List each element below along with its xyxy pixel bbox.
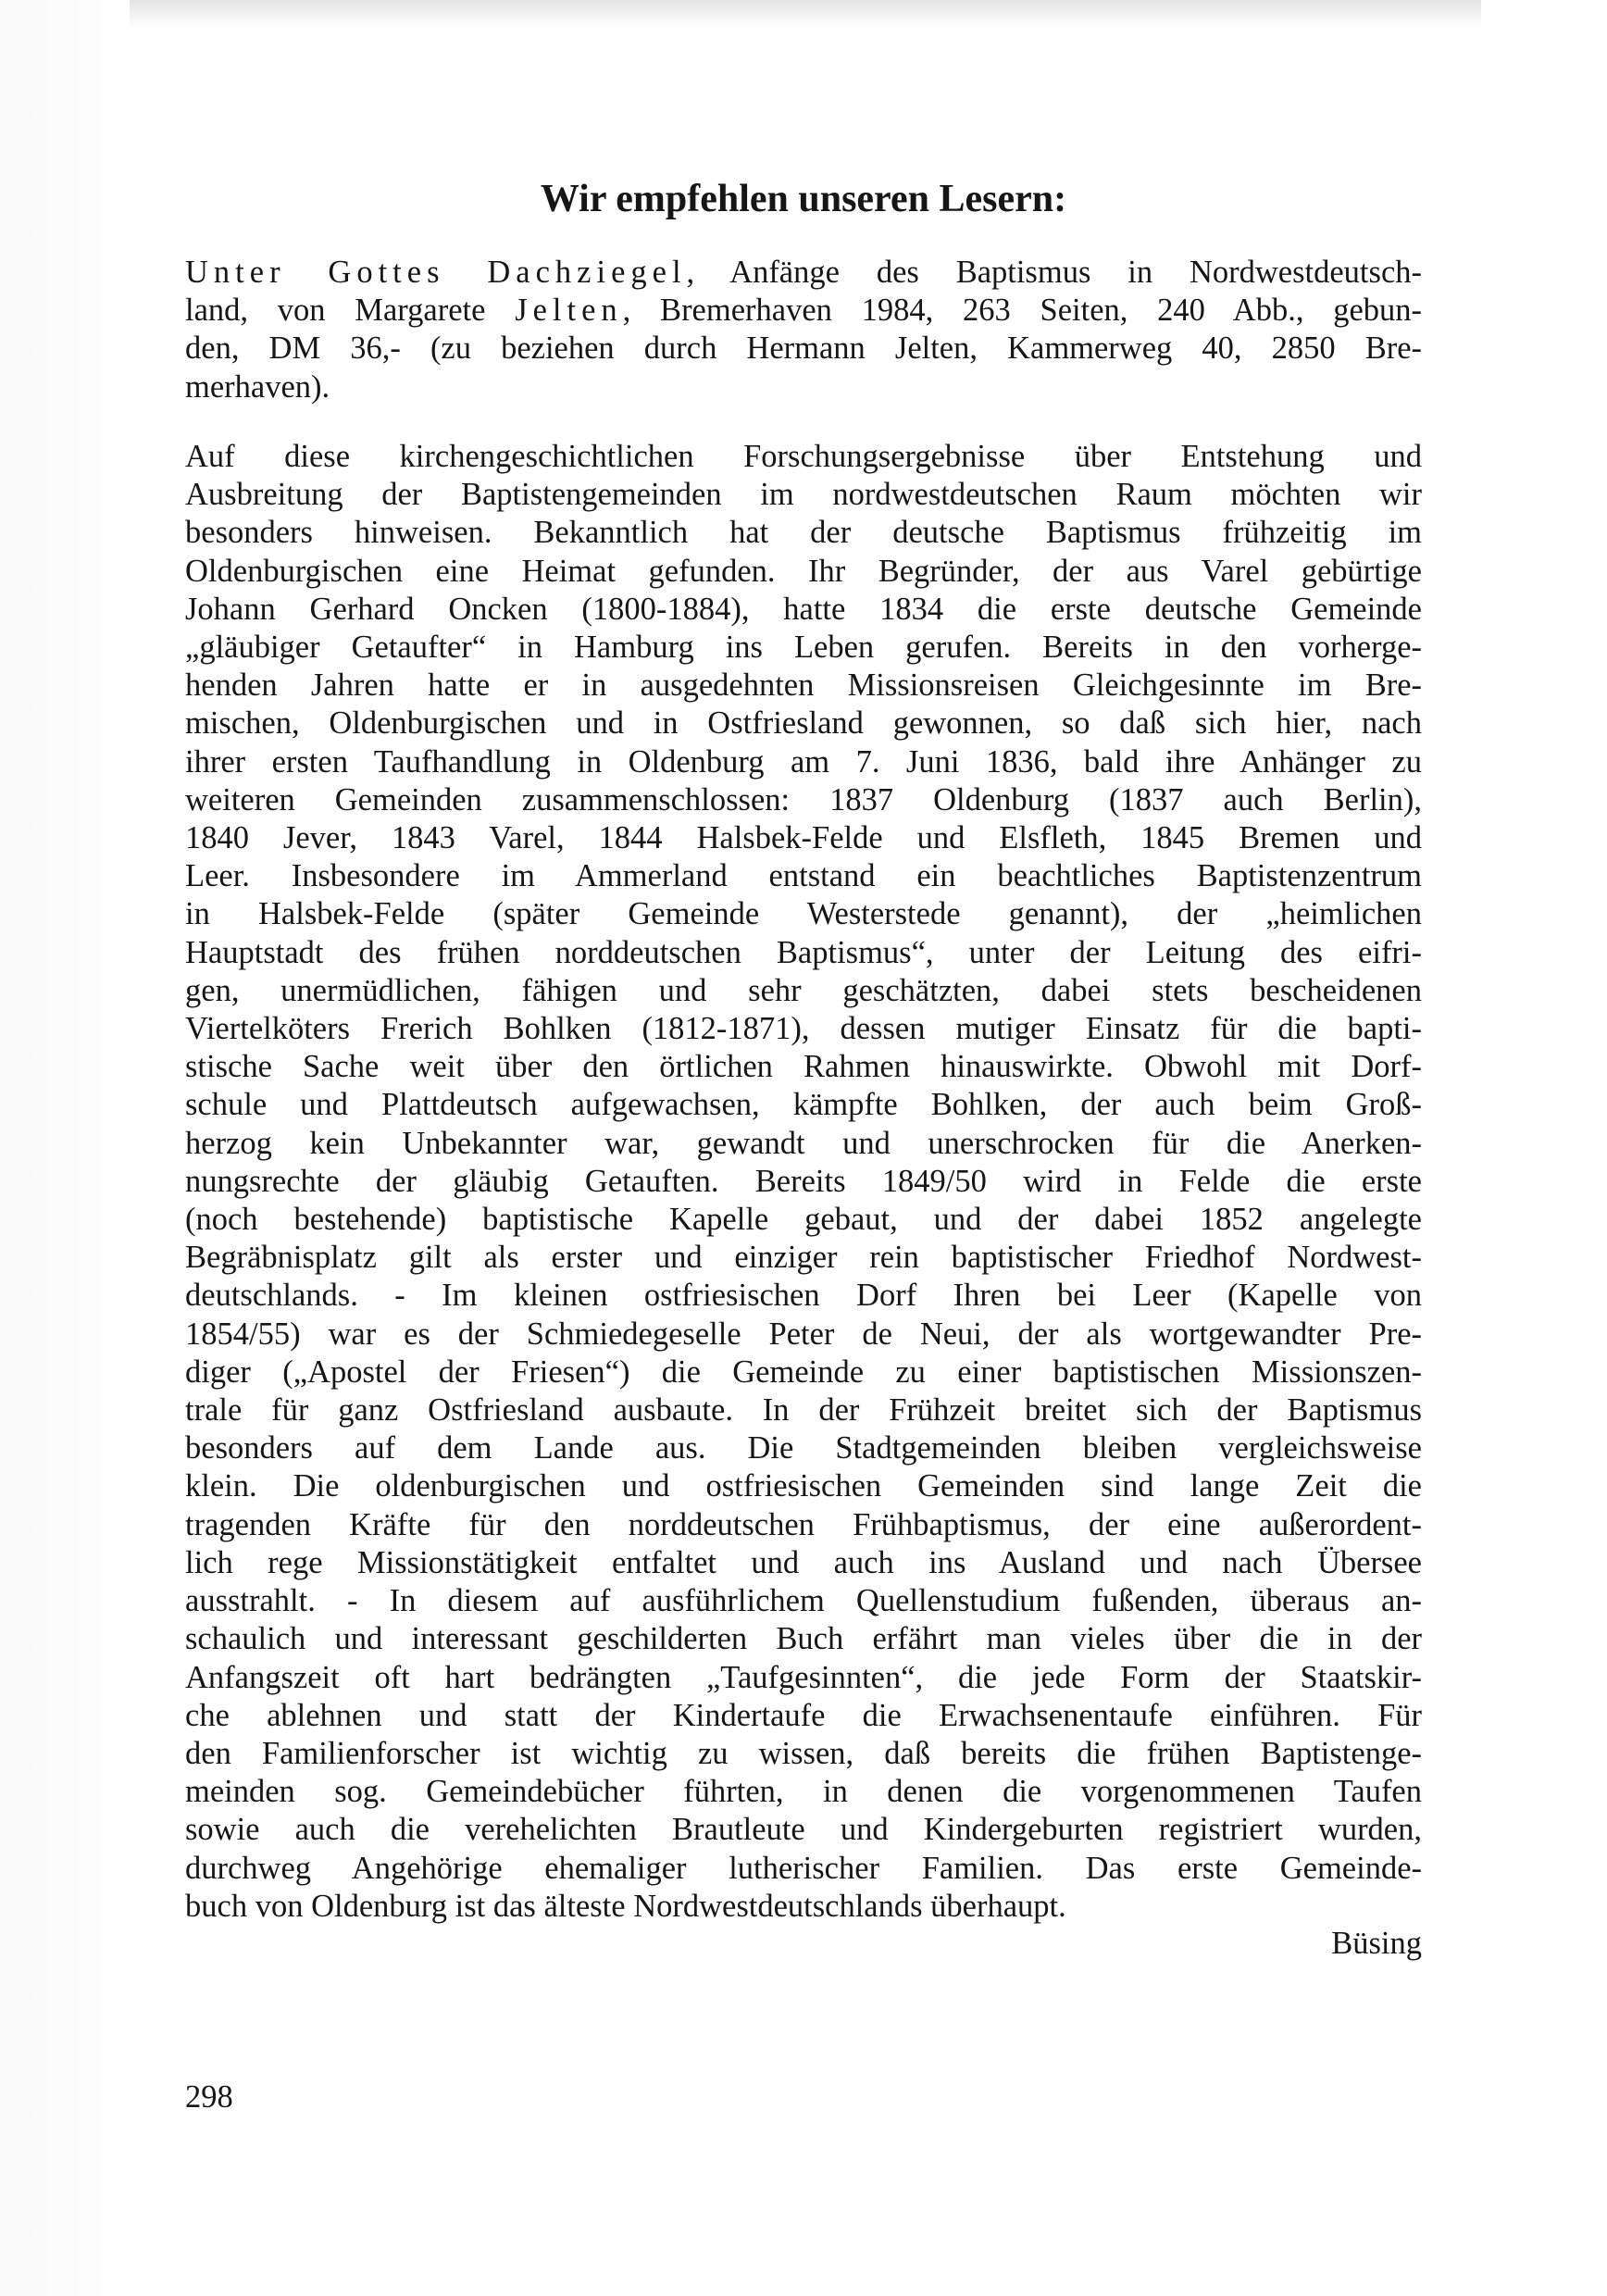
review-line: Viertelköters Frerich Bohlken (1812-1871), dessen mutiger Einsatz für die bapti- xyxy=(185,1011,1422,1047)
review-line: ihrer ersten Taufhandlung in Oldenburg am 7. Juni 1836, bald ihre Anhänger zu xyxy=(185,743,1422,780)
scan-shadow-left xyxy=(0,0,139,2296)
review-line: Hauptstadt des frühen norddeutschen Baptismus“, unter der Leitung des eifri- xyxy=(185,934,1422,970)
review-line: besonders auf dem Lande aus. Die Stadtgemeinden bleiben vergleichsweise xyxy=(185,1430,1422,1466)
review-line: „gläubiger Getaufter“ in Hamburg ins Leben gerufen. Bereits in den vorherge- xyxy=(185,630,1422,666)
review-line: stische Sache weit über den örtlichen Rahmen hinauswirkte. Obwohl mit Dorf- xyxy=(185,1049,1422,1085)
book-reference-paragraph xyxy=(185,254,1422,406)
review-line: herzog kein Unbekannter war, gewandt und unerschrocken für die Anerken- xyxy=(185,1125,1422,1161)
book-reference-text: merhaven). xyxy=(185,368,330,405)
review-line: Begräbnisplatz gilt als erster und einziger rein baptistischer Friedhof Nordwest- xyxy=(185,1240,1422,1276)
review-line: (noch bestehende) baptistische Kapelle gebaut, und der dabei 1852 angelegte xyxy=(185,1202,1422,1238)
author-signature: Büsing xyxy=(1331,1926,1422,1961)
book-reference-text: land, von Margarete xyxy=(185,293,516,329)
book-author: Jelten xyxy=(515,293,623,329)
review-line: trale für ganz Ostfriesland ausbaute. In der Frühzeit breitet sich der Baptismus xyxy=(185,1392,1422,1429)
review-line: Oldenburgischen eine Heimat gefunden. Ihr Begründer, der aus Varel gebürtige xyxy=(185,553,1422,589)
review-line: Johann Gerhard Oncken (1800-1884), hatte 1834 die erste deutsche Gemeinde xyxy=(185,591,1422,627)
book-title: Unter Gottes Dachziegel xyxy=(185,255,687,290)
book-reference-text: , Bremerhaven 1984, 263 Seiten, 240 Abb., gebun- xyxy=(622,293,1423,329)
review-line: gen, unermüdlichen, fähigen und sehr geschätzten, dabei stets bescheidenen xyxy=(185,972,1422,1008)
book-reference-line xyxy=(185,254,1422,292)
review-line: ausstrahlt. - In diesem auf ausführlichem Quellenstudium fußenden, überaus an- xyxy=(185,1583,1422,1619)
review-line: Leer. Insbesondere im Ammerland entstand ein beachtliches Baptistenzentrum xyxy=(185,858,1422,894)
book-reference-text: den, DM 36,- (zu beziehen durch Hermann Jelten, Kammerweg 40, 2850 Bre- xyxy=(185,331,1422,367)
review-line: sowie auch die verehelichten Brautleute und Kindergeburten registriert wurden, xyxy=(185,1812,1422,1848)
review-line: meinden sog. Gemeindebücher führten, in denen die vorgenommenen Taufen xyxy=(185,1774,1422,1810)
book-reference-text: , Anfänge des Baptismus in Nordwestdeutsch- xyxy=(686,255,1422,290)
review-line: weiteren Gemeinden zusammenschlossen: 1837 Oldenburg (1837 auch Berlin), xyxy=(185,781,1422,817)
review-line: buch von Oldenburg ist das älteste Nordwestdeutschlands überhaupt. xyxy=(185,1888,1066,1924)
review-paragraph xyxy=(185,438,1422,1926)
review-line: in Halsbek-Felde (später Gemeinde Westerstede genannt), der „heimlichen xyxy=(185,896,1422,932)
review-line: Auf diese kirchengeschichtlichen Forschungsergebnisse über Entstehung und xyxy=(185,439,1422,474)
review-line: mischen, Oldenburgischen und in Ostfriesland gewonnen, so daß sich hier, nach xyxy=(185,705,1422,742)
review-line: deutschlands. - Im kleinen ostfriesischen Dorf Ihren bei Leer (Kapelle von xyxy=(185,1278,1422,1314)
review-line: henden Jahren hatte er in ausgedehnten Missionsreisen Gleichgesinnte im Bre- xyxy=(185,668,1422,704)
review-line: besonders hinweisen. Bekanntlich hat der deutsche Baptismus frühzeitig im xyxy=(185,515,1422,551)
scan-shadow-top xyxy=(130,0,1481,28)
review-line: den Familienforscher ist wichtig zu wissen, daß bereits die frühen Baptistenge- xyxy=(185,1735,1422,1771)
review-line: nungsrechte der gläubig Getauften. Bereits 1849/50 wird in Felde die erste xyxy=(185,1163,1422,1199)
review-line: Anfangszeit oft hart bedrängten „Taufgesinnten“, die jede Form der Staatskir- xyxy=(185,1659,1422,1695)
review-line: durchweg Angehörige ehemaliger lutherischer Familien. Das erste Gemeinde- xyxy=(185,1850,1422,1886)
review-line: diger („Apostel der Friesen“) die Gemeinde zu einer baptistischen Missionszen- xyxy=(185,1354,1422,1390)
review-line: 1840 Jever, 1843 Varel, 1844 Halsbek-Felde und Elsfleth, 1845 Bremen und xyxy=(185,820,1422,856)
book-reference-line xyxy=(185,292,1422,330)
page-title: Wir empfehlen unseren Lesern: xyxy=(540,178,1067,220)
review-line: tragenden Kräfte für den norddeutschen Frühbaptismus, der eine außerordent- xyxy=(185,1506,1422,1542)
page-number: 298 xyxy=(185,2079,233,2115)
review-line: Ausbreitung der Baptistengemeinden im nordwestdeutschen Raum möchten wir xyxy=(185,477,1422,513)
review-line: schule und Plattdeutsch aufgewachsen, kämpfte Bohlken, der auch beim Groß- xyxy=(185,1087,1422,1123)
review-line: klein. Die oldenburgischen und ostfriesischen Gemeinden sind lange Zeit die xyxy=(185,1468,1422,1504)
review-line: 1854/55) war es der Schmiedegeselle Peter de Neui, der als wortgewandter Pre- xyxy=(185,1316,1422,1352)
book-reference-line xyxy=(185,368,1422,406)
review-line: lich rege Missionstätigkeit entfaltet und auch ins Ausland und nach Übersee xyxy=(185,1544,1422,1580)
review-line: schaulich und interessant geschilderten Buch erfährt man vieles über die in der xyxy=(185,1621,1422,1657)
review-line: che ablehnen und statt der Kindertaufe die Erwachsenentaufe einführen. Für xyxy=(185,1697,1422,1733)
book-reference-line xyxy=(185,330,1422,368)
